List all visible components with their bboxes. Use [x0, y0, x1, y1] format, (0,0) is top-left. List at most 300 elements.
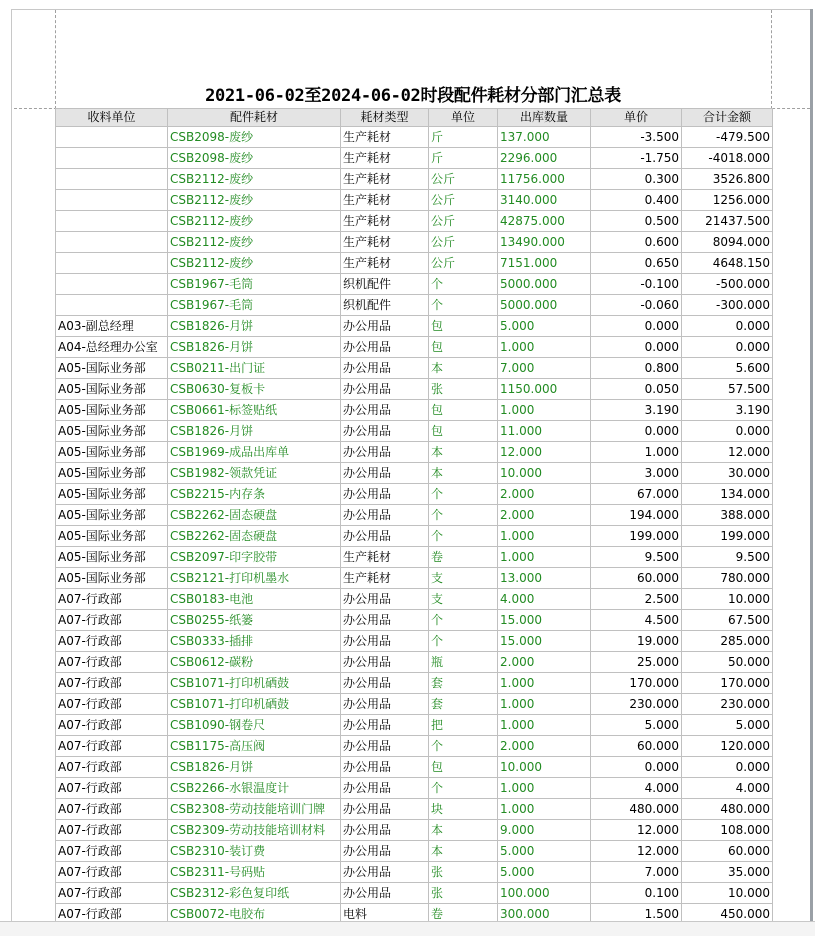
cell-part[interactable]: CSB1967-毛筒 [168, 295, 341, 316]
cell-price[interactable]: -3.500 [591, 127, 682, 148]
table-row[interactable] [56, 610, 773, 631]
cell-part[interactable]: CSB1969-成品出库单 [168, 442, 341, 463]
cell-type[interactable]: 办公用品 [341, 778, 429, 799]
cell-price[interactable]: 0.000 [591, 316, 682, 337]
table-row[interactable] [56, 484, 773, 505]
cell-unit[interactable]: 张 [429, 883, 498, 904]
cell-qty[interactable]: 4.000 [498, 589, 591, 610]
cell-qty[interactable]: 5.000 [498, 862, 591, 883]
table-row[interactable] [56, 253, 773, 274]
cell-qty[interactable]: 5000.000 [498, 295, 591, 316]
cell-price[interactable]: 170.000 [591, 673, 682, 694]
cell-type[interactable]: 办公用品 [341, 421, 429, 442]
cell-total[interactable]: 5.000 [682, 715, 773, 736]
cell-type[interactable]: 生产耗材 [341, 190, 429, 211]
cell-part[interactable]: CSB2097-印字胶带 [168, 547, 341, 568]
cell-type[interactable]: 办公用品 [341, 757, 429, 778]
col-header-price[interactable]: 单价 [591, 109, 682, 127]
cell-qty[interactable]: 1.000 [498, 526, 591, 547]
cell-type[interactable]: 办公用品 [341, 484, 429, 505]
cell-unit[interactable]: 本 [429, 442, 498, 463]
cell-dept[interactable] [56, 190, 168, 211]
table-row[interactable] [56, 232, 773, 253]
cell-total[interactable]: 57.500 [682, 379, 773, 400]
cell-price[interactable]: -0.100 [591, 274, 682, 295]
cell-dept[interactable]: A07-行政部 [56, 736, 168, 757]
cell-type[interactable]: 办公用品 [341, 337, 429, 358]
cell-total[interactable]: 12.000 [682, 442, 773, 463]
cell-unit[interactable]: 包 [429, 400, 498, 421]
cell-unit[interactable]: 个 [429, 484, 498, 505]
cell-dept[interactable]: A07-行政部 [56, 799, 168, 820]
cell-dept[interactable] [56, 274, 168, 295]
cell-dept[interactable]: A07-行政部 [56, 820, 168, 841]
cell-part[interactable]: CSB1071-打印机硒鼓 [168, 673, 341, 694]
cell-qty[interactable]: 2.000 [498, 505, 591, 526]
cell-dept[interactable]: A03-副总经理 [56, 316, 168, 337]
cell-part[interactable]: CSB2112-废纱 [168, 232, 341, 253]
table-row[interactable] [56, 883, 773, 904]
cell-total[interactable]: 780.000 [682, 568, 773, 589]
cell-qty[interactable]: 7.000 [498, 358, 591, 379]
cell-type[interactable]: 办公用品 [341, 379, 429, 400]
table-row[interactable] [56, 799, 773, 820]
col-header-part[interactable]: 配件耗材 [168, 109, 341, 127]
cell-price[interactable]: -0.060 [591, 295, 682, 316]
cell-unit[interactable]: 个 [429, 274, 498, 295]
cell-qty[interactable]: 5.000 [498, 316, 591, 337]
cell-type[interactable]: 办公用品 [341, 526, 429, 547]
cell-unit[interactable]: 个 [429, 526, 498, 547]
cell-part[interactable]: CSB2262-固态硬盘 [168, 526, 341, 547]
cell-qty[interactable]: 1150.000 [498, 379, 591, 400]
cell-qty[interactable]: 300.000 [498, 904, 591, 925]
cell-part[interactable]: CSB2312-彩色复印纸 [168, 883, 341, 904]
table-row[interactable] [56, 778, 773, 799]
col-header-unit[interactable]: 单位 [429, 109, 498, 127]
cell-part[interactable]: CSB2112-废纱 [168, 190, 341, 211]
cell-price[interactable]: 194.000 [591, 505, 682, 526]
cell-price[interactable]: 60.000 [591, 736, 682, 757]
col-header-dept[interactable]: 收料单位 [56, 109, 168, 127]
table-row[interactable] [56, 379, 773, 400]
cell-unit[interactable]: 套 [429, 673, 498, 694]
cell-total[interactable]: 50.000 [682, 652, 773, 673]
cell-type[interactable]: 生产耗材 [341, 547, 429, 568]
cell-type[interactable]: 办公用品 [341, 631, 429, 652]
cell-price[interactable]: 1.000 [591, 442, 682, 463]
cell-unit[interactable]: 瓶 [429, 652, 498, 673]
table-row[interactable] [56, 505, 773, 526]
cell-unit[interactable]: 张 [429, 862, 498, 883]
cell-dept[interactable] [56, 295, 168, 316]
cell-unit[interactable]: 个 [429, 295, 498, 316]
cell-qty[interactable]: 11.000 [498, 421, 591, 442]
cell-type[interactable]: 办公用品 [341, 673, 429, 694]
cell-qty[interactable]: 9.000 [498, 820, 591, 841]
cell-price[interactable]: 60.000 [591, 568, 682, 589]
cell-total[interactable]: 285.000 [682, 631, 773, 652]
cell-unit[interactable]: 本 [429, 358, 498, 379]
cell-unit[interactable]: 包 [429, 337, 498, 358]
table-row[interactable] [56, 316, 773, 337]
cell-price[interactable]: 4.000 [591, 778, 682, 799]
table-row[interactable] [56, 358, 773, 379]
cell-unit[interactable]: 包 [429, 316, 498, 337]
table-row[interactable] [56, 547, 773, 568]
cell-total[interactable]: 9.500 [682, 547, 773, 568]
cell-qty[interactable]: 10.000 [498, 757, 591, 778]
cell-dept[interactable]: A05-国际业务部 [56, 463, 168, 484]
cell-part[interactable]: CSB0255-纸篓 [168, 610, 341, 631]
cell-dept[interactable] [56, 232, 168, 253]
cell-part[interactable]: CSB0333-插排 [168, 631, 341, 652]
cell-type[interactable]: 办公用品 [341, 316, 429, 337]
cell-price[interactable]: 67.000 [591, 484, 682, 505]
cell-qty[interactable]: 3140.000 [498, 190, 591, 211]
cell-part[interactable]: CSB0211-出门证 [168, 358, 341, 379]
cell-total[interactable]: -500.000 [682, 274, 773, 295]
cell-qty[interactable]: 137.000 [498, 127, 591, 148]
cell-total[interactable]: 0.000 [682, 337, 773, 358]
table-row[interactable] [56, 715, 773, 736]
cell-qty[interactable]: 42875.000 [498, 211, 591, 232]
cell-total[interactable]: 4648.150 [682, 253, 773, 274]
cell-unit[interactable]: 包 [429, 757, 498, 778]
cell-total[interactable]: -300.000 [682, 295, 773, 316]
cell-dept[interactable]: A07-行政部 [56, 610, 168, 631]
cell-part[interactable]: CSB2112-废纱 [168, 211, 341, 232]
cell-part[interactable]: CSB0612-碳粉 [168, 652, 341, 673]
table-row[interactable] [56, 820, 773, 841]
cell-unit[interactable]: 个 [429, 610, 498, 631]
cell-type[interactable]: 织机配件 [341, 295, 429, 316]
cell-total[interactable]: 3526.800 [682, 169, 773, 190]
cell-part[interactable]: CSB1826-月饼 [168, 421, 341, 442]
cell-total[interactable]: 0.000 [682, 757, 773, 778]
cell-dept[interactable]: A05-国际业务部 [56, 400, 168, 421]
cell-type[interactable]: 办公用品 [341, 841, 429, 862]
cell-part[interactable]: CSB2098-废纱 [168, 127, 341, 148]
cell-unit[interactable]: 斤 [429, 148, 498, 169]
table-row[interactable] [56, 694, 773, 715]
cell-price[interactable]: 480.000 [591, 799, 682, 820]
cell-price[interactable]: 5.000 [591, 715, 682, 736]
cell-qty[interactable]: 15.000 [498, 631, 591, 652]
cell-unit[interactable]: 个 [429, 778, 498, 799]
cell-total[interactable]: 3.190 [682, 400, 773, 421]
cell-dept[interactable]: A05-国际业务部 [56, 568, 168, 589]
cell-part[interactable]: CSB0661-标签贴纸 [168, 400, 341, 421]
cell-qty[interactable]: 5000.000 [498, 274, 591, 295]
cell-qty[interactable]: 2296.000 [498, 148, 591, 169]
cell-part[interactable]: CSB0630-复板卡 [168, 379, 341, 400]
cell-unit[interactable]: 个 [429, 505, 498, 526]
cell-price[interactable]: 12.000 [591, 820, 682, 841]
cell-part[interactable]: CSB0072-电胶布 [168, 904, 341, 925]
cell-dept[interactable] [56, 127, 168, 148]
cell-type[interactable]: 办公用品 [341, 694, 429, 715]
table-row[interactable] [56, 652, 773, 673]
cell-qty[interactable]: 13.000 [498, 568, 591, 589]
cell-unit[interactable]: 包 [429, 421, 498, 442]
cell-price[interactable]: 3.000 [591, 463, 682, 484]
cell-type[interactable]: 办公用品 [341, 505, 429, 526]
col-header-type[interactable]: 耗材类型 [341, 109, 429, 127]
cell-total[interactable]: 8094.000 [682, 232, 773, 253]
cell-qty[interactable]: 5.000 [498, 841, 591, 862]
cell-unit[interactable]: 套 [429, 694, 498, 715]
cell-dept[interactable]: A05-国际业务部 [56, 379, 168, 400]
table-row[interactable] [56, 211, 773, 232]
cell-type[interactable]: 办公用品 [341, 652, 429, 673]
cell-dept[interactable] [56, 211, 168, 232]
cell-price[interactable]: 0.400 [591, 190, 682, 211]
cell-price[interactable]: -1.750 [591, 148, 682, 169]
cell-price[interactable]: 230.000 [591, 694, 682, 715]
cell-part[interactable]: CSB2310-装订费 [168, 841, 341, 862]
cell-unit[interactable]: 卷 [429, 904, 498, 925]
cell-dept[interactable]: A07-行政部 [56, 883, 168, 904]
cell-part[interactable]: CSB2121-打印机墨水 [168, 568, 341, 589]
cell-price[interactable]: 0.650 [591, 253, 682, 274]
cell-type[interactable]: 办公用品 [341, 589, 429, 610]
cell-total[interactable]: 67.500 [682, 610, 773, 631]
cell-price[interactable]: 1.500 [591, 904, 682, 925]
cell-dept[interactable]: A05-国际业务部 [56, 547, 168, 568]
cell-total[interactable]: 5.600 [682, 358, 773, 379]
cell-total[interactable]: 1256.000 [682, 190, 773, 211]
cell-dept[interactable]: A07-行政部 [56, 841, 168, 862]
cell-qty[interactable]: 1.000 [498, 547, 591, 568]
cell-unit[interactable]: 个 [429, 631, 498, 652]
cell-total[interactable]: 120.000 [682, 736, 773, 757]
cell-dept[interactable] [56, 253, 168, 274]
cell-dept[interactable] [56, 169, 168, 190]
cell-total[interactable]: 35.000 [682, 862, 773, 883]
cell-unit[interactable]: 卷 [429, 547, 498, 568]
cell-dept[interactable]: A07-行政部 [56, 589, 168, 610]
table-row[interactable] [56, 631, 773, 652]
cell-qty[interactable]: 1.000 [498, 715, 591, 736]
cell-dept[interactable]: A07-行政部 [56, 862, 168, 883]
cell-part[interactable]: CSB1826-月饼 [168, 757, 341, 778]
cell-unit[interactable]: 斤 [429, 127, 498, 148]
cell-total[interactable]: 480.000 [682, 799, 773, 820]
cell-dept[interactable]: A05-国际业务部 [56, 526, 168, 547]
cell-total[interactable]: 388.000 [682, 505, 773, 526]
table-row[interactable] [56, 589, 773, 610]
cell-price[interactable]: 0.100 [591, 883, 682, 904]
cell-price[interactable]: 199.000 [591, 526, 682, 547]
cell-total[interactable]: -4018.000 [682, 148, 773, 169]
cell-unit[interactable]: 支 [429, 568, 498, 589]
cell-type[interactable]: 办公用品 [341, 883, 429, 904]
cell-part[interactable]: CSB2311-号码贴 [168, 862, 341, 883]
cell-part[interactable]: CSB2098-废纱 [168, 148, 341, 169]
cell-part[interactable]: CSB1071-打印机硒鼓 [168, 694, 341, 715]
col-header-total[interactable]: 合计金额 [682, 109, 773, 127]
col-header-qty[interactable]: 出库数量 [498, 109, 591, 127]
cell-type[interactable]: 办公用品 [341, 820, 429, 841]
cell-total[interactable]: 21437.500 [682, 211, 773, 232]
cell-price[interactable]: 0.500 [591, 211, 682, 232]
cell-price[interactable]: 25.000 [591, 652, 682, 673]
table-row[interactable] [56, 757, 773, 778]
cell-unit[interactable]: 把 [429, 715, 498, 736]
cell-dept[interactable]: A07-行政部 [56, 757, 168, 778]
cell-type[interactable]: 办公用品 [341, 400, 429, 421]
cell-total[interactable]: 450.000 [682, 904, 773, 925]
cell-price[interactable]: 0.050 [591, 379, 682, 400]
table-row[interactable] [56, 862, 773, 883]
cell-type[interactable]: 生产耗材 [341, 568, 429, 589]
cell-qty[interactable]: 7151.000 [498, 253, 591, 274]
cell-dept[interactable]: A05-国际业务部 [56, 484, 168, 505]
cell-part[interactable]: CSB2308-劳动技能培训门牌 [168, 799, 341, 820]
cell-total[interactable]: 10.000 [682, 589, 773, 610]
cell-qty[interactable]: 2.000 [498, 484, 591, 505]
cell-unit[interactable]: 公斤 [429, 169, 498, 190]
cell-qty[interactable]: 1.000 [498, 694, 591, 715]
cell-dept[interactable] [56, 148, 168, 169]
cell-price[interactable]: 0.600 [591, 232, 682, 253]
cell-type[interactable]: 办公用品 [341, 736, 429, 757]
cell-dept[interactable]: A04-总经理办公室 [56, 337, 168, 358]
cell-price[interactable]: 0.800 [591, 358, 682, 379]
cell-part[interactable]: CSB2309-劳动技能培训材料 [168, 820, 341, 841]
cell-dept[interactable]: A05-国际业务部 [56, 421, 168, 442]
cell-type[interactable]: 生产耗材 [341, 253, 429, 274]
cell-dept[interactable]: A05-国际业务部 [56, 358, 168, 379]
cell-unit[interactable]: 个 [429, 736, 498, 757]
cell-qty[interactable]: 1.000 [498, 337, 591, 358]
table-row[interactable] [56, 442, 773, 463]
cell-price[interactable]: 0.000 [591, 337, 682, 358]
cell-total[interactable]: 60.000 [682, 841, 773, 862]
cell-total[interactable]: 199.000 [682, 526, 773, 547]
cell-type[interactable]: 办公用品 [341, 358, 429, 379]
cell-part[interactable]: CSB1982-领款凭证 [168, 463, 341, 484]
table-row[interactable] [56, 673, 773, 694]
cell-unit[interactable]: 本 [429, 841, 498, 862]
table-row[interactable] [56, 274, 773, 295]
cell-price[interactable]: 7.000 [591, 862, 682, 883]
cell-total[interactable]: 0.000 [682, 421, 773, 442]
cell-price[interactable]: 9.500 [591, 547, 682, 568]
cell-price[interactable]: 0.000 [591, 421, 682, 442]
cell-total[interactable]: 108.000 [682, 820, 773, 841]
cell-part[interactable]: CSB1826-月饼 [168, 316, 341, 337]
table-row[interactable] [56, 421, 773, 442]
cell-part[interactable]: CSB1090-钢卷尺 [168, 715, 341, 736]
cell-part[interactable]: CSB2266-水银温度计 [168, 778, 341, 799]
table-row[interactable] [56, 190, 773, 211]
cell-part[interactable]: CSB1175-高压阀 [168, 736, 341, 757]
cell-dept[interactable]: A07-行政部 [56, 904, 168, 925]
cell-qty[interactable]: 12.000 [498, 442, 591, 463]
cell-total[interactable]: 170.000 [682, 673, 773, 694]
cell-qty[interactable]: 11756.000 [498, 169, 591, 190]
table-row[interactable] [56, 526, 773, 547]
cell-unit[interactable]: 公斤 [429, 190, 498, 211]
cell-price[interactable]: 4.500 [591, 610, 682, 631]
cell-price[interactable]: 3.190 [591, 400, 682, 421]
cell-type[interactable]: 生产耗材 [341, 148, 429, 169]
table-row[interactable] [56, 169, 773, 190]
cell-unit[interactable]: 本 [429, 820, 498, 841]
cell-total[interactable]: -479.500 [682, 127, 773, 148]
cell-dept[interactable]: A07-行政部 [56, 631, 168, 652]
cell-dept[interactable]: A05-国际业务部 [56, 505, 168, 526]
table-row[interactable] [56, 400, 773, 421]
cell-part[interactable]: CSB2262-固态硬盘 [168, 505, 341, 526]
cell-type[interactable]: 办公用品 [341, 715, 429, 736]
cell-total[interactable]: 10.000 [682, 883, 773, 904]
cell-dept[interactable]: A07-行政部 [56, 778, 168, 799]
cell-dept[interactable]: A07-行政部 [56, 694, 168, 715]
table-row[interactable] [56, 337, 773, 358]
cell-type[interactable]: 生产耗材 [341, 211, 429, 232]
cell-unit[interactable]: 公斤 [429, 232, 498, 253]
cell-qty[interactable]: 1.000 [498, 799, 591, 820]
cell-type[interactable]: 办公用品 [341, 610, 429, 631]
cell-unit[interactable]: 公斤 [429, 253, 498, 274]
cell-unit[interactable]: 支 [429, 589, 498, 610]
table-row[interactable] [56, 148, 773, 169]
table-row[interactable] [56, 127, 773, 148]
cell-part[interactable]: CSB0183-电池 [168, 589, 341, 610]
cell-unit[interactable]: 本 [429, 463, 498, 484]
cell-qty[interactable]: 13490.000 [498, 232, 591, 253]
cell-price[interactable]: 0.000 [591, 757, 682, 778]
cell-type[interactable]: 织机配件 [341, 274, 429, 295]
cell-type[interactable]: 生产耗材 [341, 127, 429, 148]
cell-unit[interactable]: 张 [429, 379, 498, 400]
cell-type[interactable]: 生产耗材 [341, 232, 429, 253]
cell-dept[interactable]: A07-行政部 [56, 673, 168, 694]
cell-total[interactable]: 134.000 [682, 484, 773, 505]
cell-part[interactable]: CSB2215-内存条 [168, 484, 341, 505]
cell-qty[interactable]: 1.000 [498, 778, 591, 799]
cell-type[interactable]: 电料 [341, 904, 429, 925]
cell-price[interactable]: 0.300 [591, 169, 682, 190]
cell-price[interactable]: 19.000 [591, 631, 682, 652]
cell-unit[interactable]: 块 [429, 799, 498, 820]
cell-total[interactable]: 230.000 [682, 694, 773, 715]
cell-qty[interactable]: 2.000 [498, 736, 591, 757]
cell-qty[interactable]: 15.000 [498, 610, 591, 631]
cell-part[interactable]: CSB1826-月饼 [168, 337, 341, 358]
table-row[interactable] [56, 736, 773, 757]
cell-part[interactable]: CSB2112-废纱 [168, 253, 341, 274]
cell-qty[interactable]: 100.000 [498, 883, 591, 904]
cell-type[interactable]: 办公用品 [341, 862, 429, 883]
cell-type[interactable]: 办公用品 [341, 463, 429, 484]
cell-total[interactable]: 4.000 [682, 778, 773, 799]
table-row[interactable] [56, 295, 773, 316]
cell-type[interactable]: 生产耗材 [341, 169, 429, 190]
cell-unit[interactable]: 公斤 [429, 211, 498, 232]
cell-price[interactable]: 12.000 [591, 841, 682, 862]
cell-total[interactable]: 30.000 [682, 463, 773, 484]
table-row[interactable] [56, 841, 773, 862]
cell-qty[interactable]: 2.000 [498, 652, 591, 673]
cell-dept[interactable]: A07-行政部 [56, 715, 168, 736]
cell-total[interactable]: 0.000 [682, 316, 773, 337]
cell-type[interactable]: 办公用品 [341, 442, 429, 463]
cell-price[interactable]: 2.500 [591, 589, 682, 610]
